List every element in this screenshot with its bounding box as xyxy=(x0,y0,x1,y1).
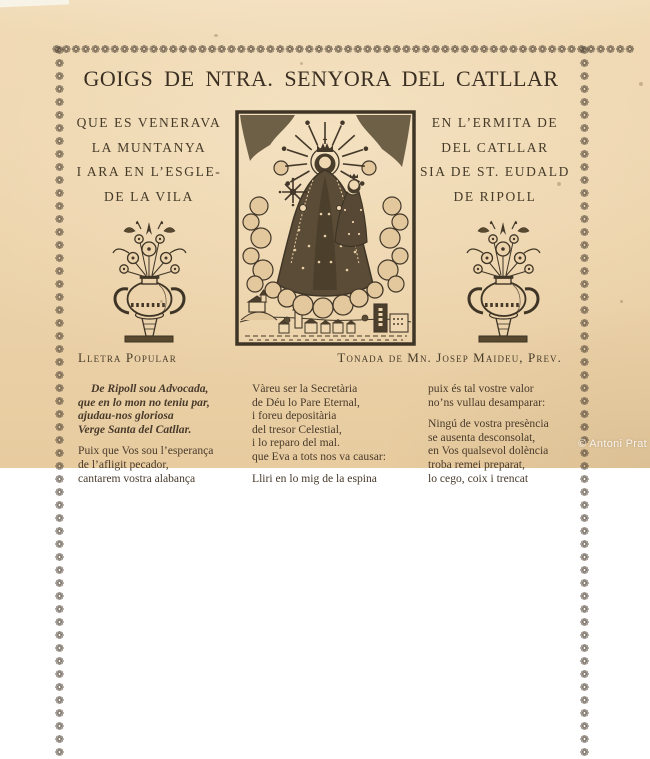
border-ornament-top: ❁❁❁❁❁❁❁❁❁❁❁❁❁❁❁❁❁❁❁❁❁❁❁❁❁❁❁❁❁❁❁❁❁❁❁❁❁❁❁❁❁❁❁❁❁❁❁❁❁❁❁❁❁❁❁❁❁❁❁❁ xyxy=(52,43,636,56)
stanza xyxy=(78,382,213,436)
text-line: no’ns vullau desamparar: xyxy=(428,395,546,409)
paper-speckle xyxy=(160,300,163,303)
text-line: Vàreu ser la Secretària xyxy=(252,382,358,395)
text-line: en Vos qualsevol dolència xyxy=(428,444,549,458)
text-line: ajudau-nos gloriosa xyxy=(78,409,174,423)
verse-column-1 xyxy=(78,382,213,493)
text-line: i foreu depositària xyxy=(252,409,337,423)
text-line: de Déu lo Pare Eternal, xyxy=(252,395,360,409)
paper-speckle xyxy=(214,34,218,37)
paper-speckle xyxy=(300,62,303,65)
lletra-popular-label: Lletra Popular xyxy=(78,350,177,365)
paper-speckle xyxy=(639,82,643,86)
verse-column-2 xyxy=(252,382,386,493)
text-line: Lliri en lo mig de la espina xyxy=(252,471,377,485)
paper-speckle xyxy=(620,300,623,303)
stanza xyxy=(252,472,386,486)
stanza xyxy=(428,382,549,409)
flower-vase-engraving-right xyxy=(455,217,552,344)
paper-edge-highlight xyxy=(0,0,69,8)
text-line: DEL CATLLAR xyxy=(441,139,549,155)
text-line: Ningú de vostra presència xyxy=(428,417,549,431)
tonada-credit-label: Tonada de Mn. Josep Maideu, Prev. xyxy=(337,350,562,365)
text-line: que en lo mon no teniu par, xyxy=(78,395,210,409)
text-line: SIA DE ST. EUDALD xyxy=(420,164,570,179)
text-line: i lo reparo del mal. xyxy=(252,436,340,450)
stanza xyxy=(428,417,549,485)
text-line: Puix que Vos sou l’esperança xyxy=(78,444,214,458)
text-line: puix és tal vostre valor xyxy=(428,382,534,395)
text-line: del tresor Celestial, xyxy=(252,422,342,436)
verse-column-3 xyxy=(428,382,549,493)
text-line: cantarem vostra alabança xyxy=(78,471,196,485)
text-line: DE LA VILA xyxy=(104,188,194,204)
text-line: EN L’ERMITA DE xyxy=(431,115,559,130)
text-line: se ausenta desconsolat, xyxy=(428,430,536,444)
text-line: I ARA EN L’ESGLE- xyxy=(76,164,222,179)
text-line: DE RIPOLL xyxy=(453,188,537,204)
page-title: GOIGS DE NTRA. SENYORA DEL CATLLAR xyxy=(83,66,559,91)
text-line: que Eva a tots nos va causar: xyxy=(252,449,386,463)
text-line: troba remei preparat, xyxy=(428,457,525,471)
subtitle-right xyxy=(400,111,590,209)
border-ornament-right: ❁❁❁❁❁❁❁❁❁❁❁❁❁❁❁❁❁❁❁❁❁❁❁❁❁❁❁❁❁❁❁❁❁❁❁❁❁❁❁❁❁❁❁❁❁❁❁❁❁❁❁❁❁❁❁ xyxy=(578,44,591,759)
border-ornament-left: ❁❁❁❁❁❁❁❁❁❁❁❁❁❁❁❁❁❁❁❁❁❁❁❁❁❁❁❁❁❁❁❁❁❁❁❁❁❁❁❁❁❁❁❁❁❁❁❁❁❁❁❁❁❁❁ xyxy=(53,44,66,759)
stanza xyxy=(252,382,386,464)
text-line: Verge Santa del Catllar. xyxy=(78,422,192,436)
photographer-watermark: © Antoni Prat xyxy=(578,438,647,450)
text-line: lo cego, coix i trencat xyxy=(428,471,529,485)
virgin-of-catllar-woodcut-image xyxy=(235,110,416,346)
text-line: LA MUNTANYA xyxy=(91,139,207,155)
stanza xyxy=(78,444,213,485)
paper-speckle xyxy=(557,182,561,186)
subtitle-left xyxy=(60,111,238,209)
text-line: de l’afligit pecador, xyxy=(78,457,169,471)
text-line: QUE ES VENERAVA xyxy=(76,115,222,130)
flower-vase-engraving-left xyxy=(101,217,198,344)
text-line: De Ripoll sou Advocada, xyxy=(91,382,209,395)
